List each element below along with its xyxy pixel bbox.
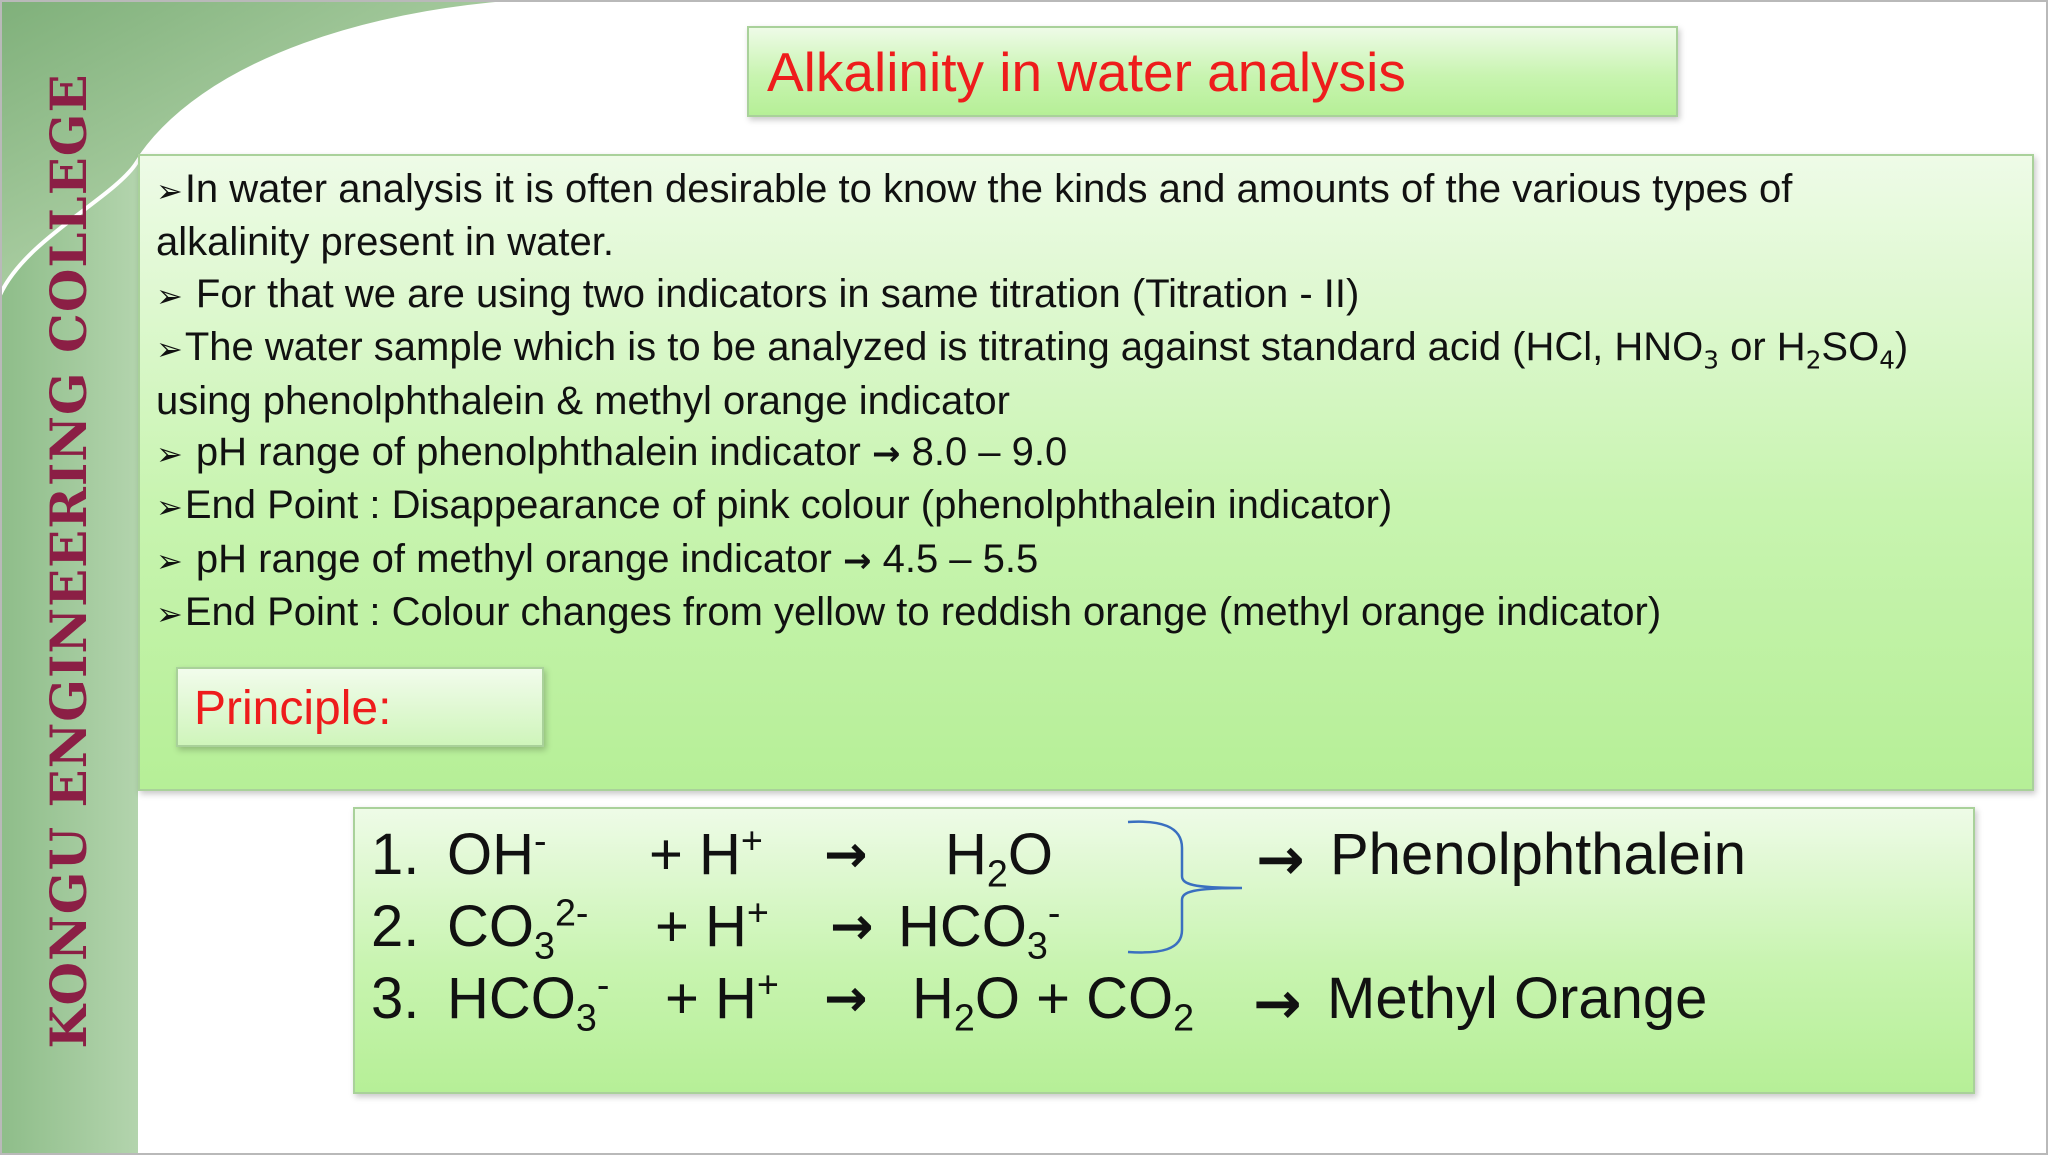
bullet-icon: ➢ bbox=[156, 435, 183, 474]
bullet-item: ➢In water analysis it is often desirable to know the kinds and amounts of the various types of bbox=[156, 167, 1793, 211]
slide-title: Alkalinity in water analysis bbox=[767, 41, 1406, 103]
bullet-item-continuation: using phenolphthalein & methyl orange indicator bbox=[156, 378, 1010, 423]
principle-box bbox=[176, 667, 544, 747]
bullet-icon: ➢ bbox=[156, 488, 183, 527]
bullet-icon: ➢ bbox=[156, 172, 183, 210]
title-box bbox=[747, 26, 1678, 117]
bullet-list bbox=[156, 164, 2036, 641]
arrow-icon: → bbox=[824, 969, 868, 1029]
principle-label: Principle: bbox=[194, 682, 392, 735]
arrow-icon: → bbox=[842, 540, 872, 581]
bullet-icon: ➢ bbox=[156, 276, 183, 315]
bullet-icon: ➢ bbox=[156, 595, 183, 634]
bullet-icon: ➢ bbox=[156, 541, 183, 580]
bullet-item: ➢End Point : Disappearance of pink colour (phenolphthalein indicator) bbox=[156, 483, 1393, 528]
phenolphthalein-label: Phenolphthalein bbox=[1330, 822, 1747, 887]
bullet-item-continuation: alkalinity present in water. bbox=[156, 220, 615, 265]
bullet-item: ➢End Point : Colour changes from yellow to reddish orange (methyl orange indicator) bbox=[156, 590, 1662, 635]
arrow-icon: → bbox=[1256, 825, 1305, 893]
bullet-item: ➢ For that we are using two indicators in same titration (Titration - II) bbox=[156, 271, 1360, 316]
arrow-icon: → bbox=[830, 897, 874, 957]
arrow-icon: → bbox=[871, 434, 901, 475]
methyl-orange-label: Methyl Orange bbox=[1327, 966, 1708, 1031]
bullet-item: ➢ pH range of methyl orange indicator → 4.5 – 5.5 bbox=[156, 536, 1039, 581]
curly-brace-icon bbox=[1120, 818, 1250, 958]
equations-box: 1. OH- + H+ → $H_2O$ 2. $CO_3^{2-}$ + H+ → $HCO_3^-$ 3. $HCO_3^-$ + H+ → $H_2O + CO_2$ → Phenolphthalein → Methyl Orange bbox=[353, 807, 1975, 1094]
bullet-icon: ➢ bbox=[156, 330, 183, 369]
college-name-vertical: KONGU ENGINEERING COLLEGE bbox=[38, 73, 98, 1049]
arrow-icon: → bbox=[1253, 969, 1302, 1037]
bullet-item: ➢ pH range of phenolphthalein indicator → 8.0 – 9.0 bbox=[156, 430, 1068, 475]
arrow-icon: → bbox=[824, 825, 868, 885]
bullet-item: ➢The water sample which is to be analyzed is titrating against standard acid (HCl, $HNO_3$ or $H_2SO_4$) bbox=[156, 325, 1909, 375]
